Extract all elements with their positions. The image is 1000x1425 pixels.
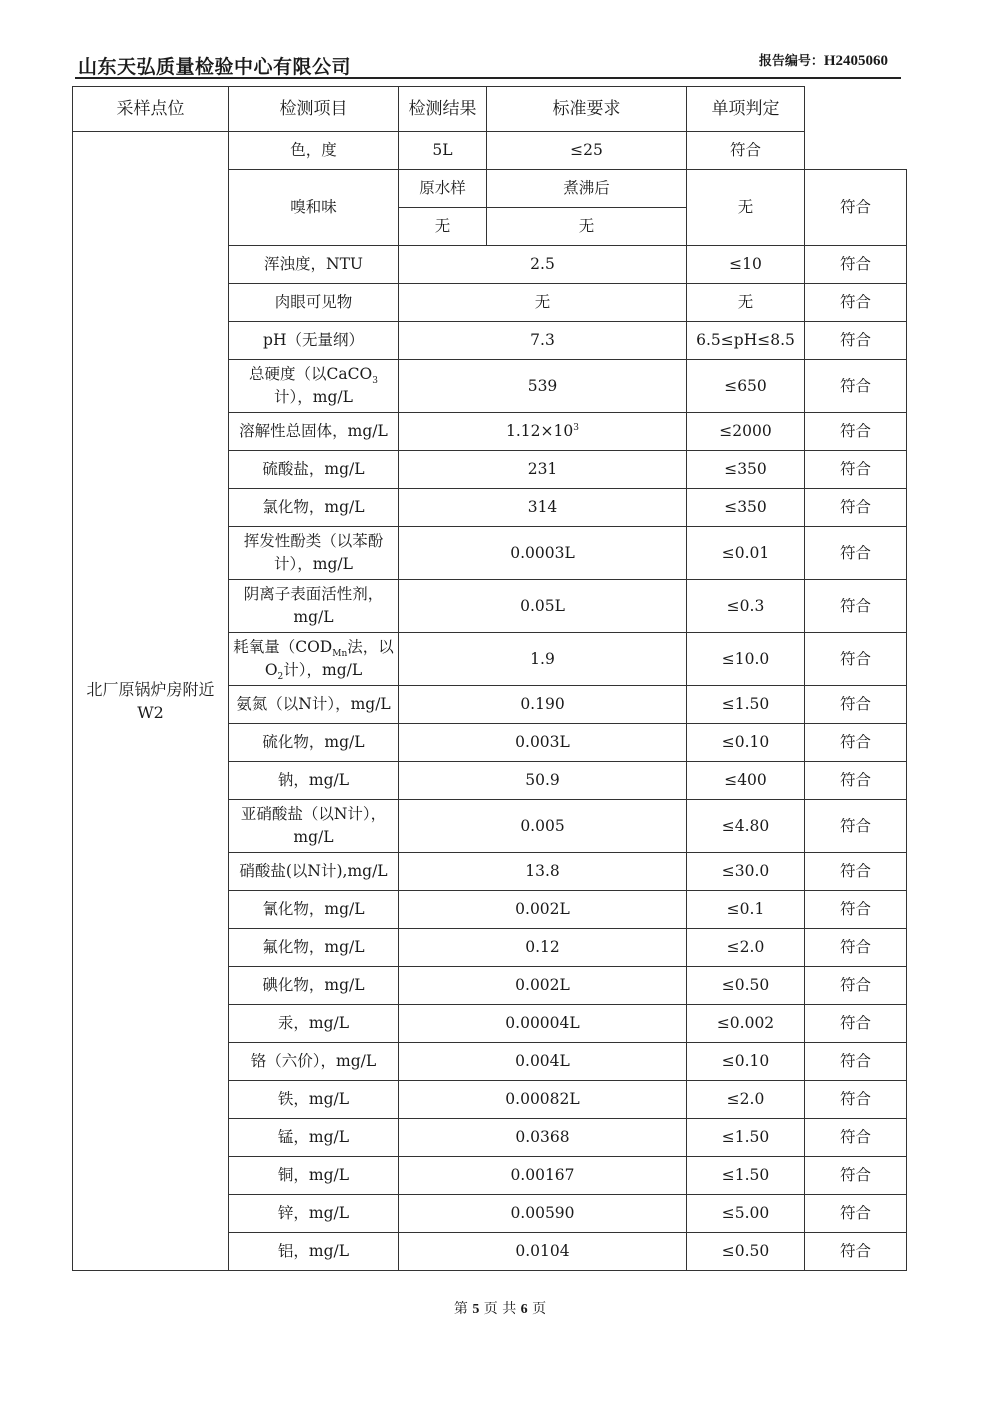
- results-table: [72, 86, 907, 1271]
- odor-boiled-result: 无: [487, 208, 687, 246]
- standard-cell: ≤10: [687, 246, 805, 284]
- verdict-cell: 符合: [805, 413, 907, 451]
- verdict-cell: 符合: [805, 762, 907, 800]
- item-cell: [229, 633, 399, 686]
- item-cell: 铜，mg/L: [229, 1157, 399, 1195]
- result-cell: 0.00004L: [399, 1005, 687, 1043]
- item-cell: 阴离子表面活性剂，mg/L: [229, 580, 399, 633]
- result-cell: 13.8: [399, 853, 687, 891]
- result-cell: 0.05L: [399, 580, 687, 633]
- result-cell: 0.12: [399, 929, 687, 967]
- item-text-part: 总硬度（以CaCO: [249, 365, 373, 383]
- result-cell: 539: [399, 360, 687, 413]
- result-cell: 0.0368: [399, 1119, 687, 1157]
- item-cell: 铁，mg/L: [229, 1081, 399, 1119]
- verdict-cell: 符合: [805, 246, 907, 284]
- standard-cell: ≤0.01: [687, 527, 805, 580]
- page-total: 6: [520, 1302, 528, 1317]
- verdict-cell: 符合: [805, 967, 907, 1005]
- verdict-cell: 符合: [805, 489, 907, 527]
- result-cell: 0.0104: [399, 1233, 687, 1271]
- standard-cell: ≤0.50: [687, 1233, 805, 1271]
- result-cell: 0.0003L: [399, 527, 687, 580]
- page-current: 5: [472, 1302, 480, 1317]
- standard-cell: ≤350: [687, 489, 805, 527]
- report-number: [759, 50, 888, 70]
- standard-cell: ≤1.50: [687, 1157, 805, 1195]
- verdict-cell: 符合: [805, 527, 907, 580]
- verdict-cell: 符合: [805, 1119, 907, 1157]
- standard-cell: ≤0.10: [687, 1043, 805, 1081]
- item-text-part: 计），mg/L: [274, 388, 353, 406]
- item-cell: 嗅和味: [229, 170, 399, 246]
- item-subscript: 3: [372, 376, 378, 387]
- standard-cell: ≤0.50: [687, 967, 805, 1005]
- result-cell: 50.9: [399, 762, 687, 800]
- item-cell: 氰化物，mg/L: [229, 891, 399, 929]
- col-header-standard: 标准要求: [487, 87, 687, 132]
- standard-cell: ≤25: [487, 132, 687, 170]
- page-number-mid: 页 共: [483, 1301, 517, 1317]
- standard-cell: ≤1.50: [687, 1119, 805, 1157]
- col-header-result: 检测结果: [399, 87, 487, 132]
- verdict-cell: 符合: [805, 1005, 907, 1043]
- item-cell: 铬（六价），mg/L: [229, 1043, 399, 1081]
- verdict-cell: 符合: [805, 322, 907, 360]
- standard-cell: 6.5≤pH≤8.5: [687, 322, 805, 360]
- item-cell: 锰，mg/L: [229, 1119, 399, 1157]
- result-cell: 231: [399, 451, 687, 489]
- verdict-cell: 符合: [805, 1157, 907, 1195]
- result-cell: 0.005: [399, 800, 687, 853]
- item-cell: 氟化物，mg/L: [229, 929, 399, 967]
- verdict-cell: 符合: [805, 800, 907, 853]
- item-cell: 铝，mg/L: [229, 1233, 399, 1271]
- item-cell: 硫酸盐，mg/L: [229, 451, 399, 489]
- item-text-part: 法，以O: [264, 638, 394, 679]
- table-row: [73, 132, 907, 170]
- standard-cell: 无: [687, 170, 805, 246]
- item-cell: 硝酸盐(以N计),mg/L: [229, 853, 399, 891]
- standard-cell: ≤400: [687, 762, 805, 800]
- standard-cell: 无: [687, 284, 805, 322]
- result-cell: 1.9: [399, 633, 687, 686]
- verdict-cell: 符合: [805, 891, 907, 929]
- verdict-cell: 符合: [805, 929, 907, 967]
- page-number-suffix: 页: [532, 1301, 547, 1317]
- standard-cell: ≤1.50: [687, 686, 805, 724]
- item-cell: 挥发性酚类（以苯酚计），mg/L: [229, 527, 399, 580]
- result-cell: 0.00167: [399, 1157, 687, 1195]
- verdict-cell: 符合: [805, 686, 907, 724]
- standard-cell: ≤0.3: [687, 580, 805, 633]
- result-cell: [399, 413, 687, 451]
- verdict-cell: 符合: [805, 853, 907, 891]
- standard-cell: ≤10.0: [687, 633, 805, 686]
- item-cell: 硫化物，mg/L: [229, 724, 399, 762]
- verdict-cell: 符合: [805, 1081, 907, 1119]
- result-text-part: 1.12×10: [506, 422, 574, 440]
- result-cell: 314: [399, 489, 687, 527]
- verdict-cell: 符合: [805, 580, 907, 633]
- verdict-cell: 符合: [805, 1233, 907, 1271]
- item-cell: 肉眼可见物: [229, 284, 399, 322]
- item-cell: 氨氮（以N计），mg/L: [229, 686, 399, 724]
- item-cell: 色，度: [229, 132, 399, 170]
- standard-cell: ≤0.10: [687, 724, 805, 762]
- item-subscript: Mn: [332, 649, 348, 660]
- result-cell: 0.00590: [399, 1195, 687, 1233]
- verdict-cell: 符合: [805, 724, 907, 762]
- item-cell: 钠，mg/L: [229, 762, 399, 800]
- item-text-part: 计），mg/L: [283, 661, 363, 679]
- standard-cell: ≤30.0: [687, 853, 805, 891]
- table-header-row: [73, 87, 907, 132]
- result-cell: 0.003L: [399, 724, 687, 762]
- result-cell: 0.004L: [399, 1043, 687, 1081]
- col-header-site: 采样点位: [73, 87, 229, 132]
- verdict-cell: 符合: [805, 284, 907, 322]
- odor-raw-result: 无: [399, 208, 487, 246]
- sampling-site: 北厂原锅炉房附近W2: [73, 132, 229, 1271]
- result-cell: 2.5: [399, 246, 687, 284]
- standard-cell: ≤2.0: [687, 929, 805, 967]
- standard-cell: ≤0.002: [687, 1005, 805, 1043]
- result-cell: 0.00082L: [399, 1081, 687, 1119]
- item-cell: 溶解性总固体，mg/L: [229, 413, 399, 451]
- result-cell: 5L: [399, 132, 487, 170]
- item-cell: 亚硝酸盐（以N计），mg/L: [229, 800, 399, 853]
- item-cell: pH（无量纲）: [229, 322, 399, 360]
- odor-raw-header: 原水样: [399, 170, 487, 208]
- report-number-label: 报告编号：: [758, 54, 824, 69]
- item-cell: 氯化物，mg/L: [229, 489, 399, 527]
- result-superscript: 3: [573, 422, 579, 433]
- standard-cell: ≤650: [687, 360, 805, 413]
- report-number-value: H2405060: [823, 53, 888, 69]
- result-cell: 7.3: [399, 322, 687, 360]
- standard-cell: ≤4.80: [687, 800, 805, 853]
- verdict-cell: 符合: [805, 633, 907, 686]
- standard-cell: ≤5.00: [687, 1195, 805, 1233]
- verdict-cell: 符合: [805, 170, 907, 246]
- verdict-cell: 符合: [687, 132, 805, 170]
- verdict-cell: 符合: [805, 360, 907, 413]
- col-header-item: 检测项目: [229, 87, 399, 132]
- page-number-prefix: 第: [453, 1301, 468, 1317]
- item-text-part: 耗氧量（COD: [233, 638, 333, 656]
- result-cell: 0.190: [399, 686, 687, 724]
- verdict-cell: 符合: [805, 451, 907, 489]
- result-cell: 0.002L: [399, 891, 687, 929]
- item-cell: 碘化物，mg/L: [229, 967, 399, 1005]
- item-cell: 浑浊度，NTU: [229, 246, 399, 284]
- result-cell: 无: [399, 284, 687, 322]
- item-cell: 汞，mg/L: [229, 1005, 399, 1043]
- result-cell: 0.002L: [399, 967, 687, 1005]
- verdict-cell: 符合: [805, 1195, 907, 1233]
- header-rule: [75, 77, 901, 79]
- item-cell: 锌，mg/L: [229, 1195, 399, 1233]
- page-number: [0, 1298, 1000, 1318]
- odor-boiled-header: 煮沸后: [487, 170, 687, 208]
- item-subscript: 2: [277, 672, 284, 683]
- standard-cell: ≤2.0: [687, 1081, 805, 1119]
- standard-cell: ≤2000: [687, 413, 805, 451]
- company-name: 山东天弘质量检验中心有限公司: [78, 56, 352, 78]
- verdict-cell: 符合: [805, 1043, 907, 1081]
- standard-cell: ≤350: [687, 451, 805, 489]
- col-header-verdict: 单项判定: [687, 87, 805, 132]
- item-cell: [229, 360, 399, 413]
- standard-cell: ≤0.1: [687, 891, 805, 929]
